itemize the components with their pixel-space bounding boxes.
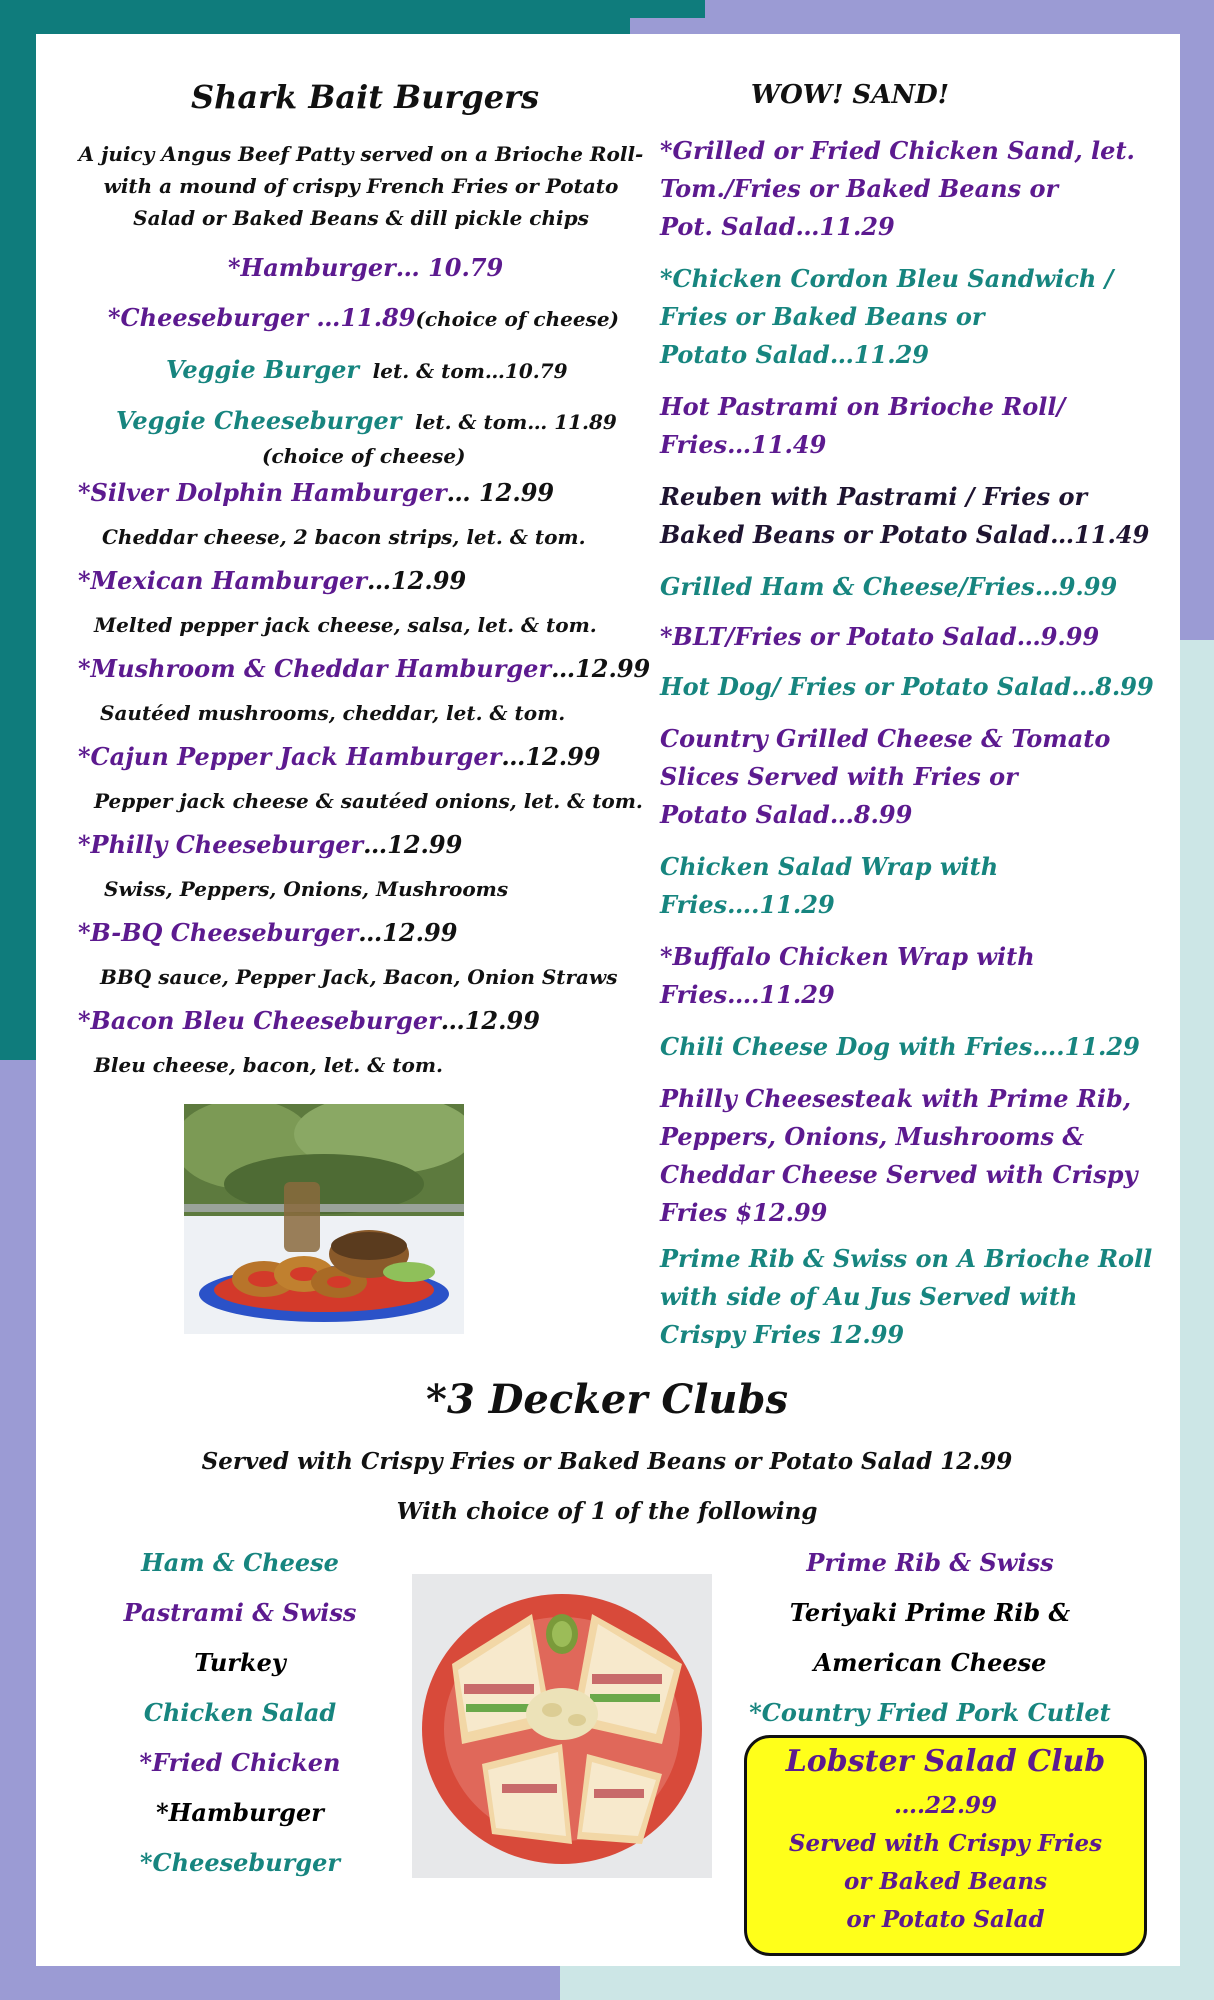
bg-lavender-top-strip [630,18,930,34]
burger-photo-image [184,1104,464,1334]
specialty-burger [78,918,457,947]
cheeseburger-item [108,303,619,332]
sandwich-item: Hot Dog/ Fries or Potato Salad…8.99 [660,672,1154,701]
club-sandwich-photo [412,1574,712,1878]
burger-onion-rings-photo [184,1104,464,1334]
burgers-intro-3: Salad or Baked Beans & dill pickle chips [133,206,589,230]
sandwich-item: *BLT/Fries or Potato Salad…9.99 [660,622,1100,651]
club-option: Ham & Cheese [141,1548,339,1577]
specialty-burger [78,742,601,771]
clubs-subtitle: Served with Crispy Fries or Baked Beans or Potato Salad 12.99 [201,1448,1013,1475]
specialty-burger-desc: Bleu cheese, bacon, let. & tom. [94,1053,443,1077]
club-option: Turkey [194,1648,286,1677]
veggie-cheeseburger-item [116,406,617,435]
specialty-burger-desc: BBQ sauce, Pepper Jack, Bacon, Onion Straws [100,965,618,989]
specialty-burger-desc: Pepper jack cheese & sautéed onions, let. & tom. [94,789,643,813]
club-option: Chicken Salad [143,1698,337,1727]
sandwich-item: Prime Rib & Swiss on A Brioche Roll [660,1244,1153,1273]
burgers-intro-1: A juicy Angus Beef Patty served on a Brioche Roll- [78,142,644,166]
sandwiches-title: WOW! SAND! [750,80,950,110]
specialty-burger-name: *Mushroom & Cheddar Hamburger [78,654,552,683]
veggie-burger-item [166,355,568,384]
sandwich-item: Peppers, Onions, Mushrooms & [660,1122,1085,1151]
club-option: *Fried Chicken [139,1748,341,1777]
specialty-burger-name: *Bacon Bleu Cheeseburger [78,1006,441,1035]
specialty-burger-name: *Philly Cheeseburger [78,830,364,859]
sandwich-item: Country Grilled Cheese & Tomato [660,724,1111,753]
sandwich-item: Fries…11.49 [660,430,827,459]
specialty-burger-price: …12.99 [363,830,463,859]
specialty-burger [78,1006,540,1035]
club-option: Teriyaki Prime Rib & [789,1598,1071,1627]
sandwich-item: Slices Served with Fries or [660,762,1018,791]
specialty-burger-price: …12.99 [551,654,651,683]
lobster-price: ….22.99 [893,1792,998,1819]
sandwich-item: Baked Beans or Potato Salad…11.49 [660,520,1150,549]
cheeseburger-label: *Cheeseburger …11.89 [108,303,416,332]
lobster-line: or Potato Salad [846,1906,1045,1933]
specialty-burger [78,654,650,683]
burgers-intro-2: with a mound of crispy French Fries or Potato [103,174,619,198]
specialty-burger-price: …12.99 [501,742,601,771]
specialty-burger-name: *B-BQ Cheeseburger [78,918,359,947]
veggie-burger-label: Veggie Burger [166,355,360,384]
sandwich-item: Potato Salad…8.99 [660,800,913,829]
specialty-burger [78,566,466,595]
sandwich-item: *Chicken Cordon Bleu Sandwich / [660,264,1114,293]
specialty-burger-desc: Swiss, Peppers, Onions, Mushrooms [104,877,509,901]
lobster-line: or Baked Beans [843,1868,1048,1895]
veggie-cheeseburger-note2: (choice of cheese) [262,444,466,468]
sandwich-item: Fries….11.29 [660,980,835,1009]
sandwich-item: Philly Cheesesteak with Prime Rib, [660,1084,1132,1113]
sandwich-item: Chicken Salad Wrap with [660,852,999,881]
specialty-burger-name: *Cajun Pepper Jack Hamburger [78,742,502,771]
hamburger-item: *Hamburger… 10.79 [228,253,504,282]
burgers-title: Shark Bait Burgers [191,78,539,116]
club-option: *Hamburger [156,1798,324,1827]
specialty-burger [78,478,554,507]
sandwich-item: with side of Au Jus Served with [660,1282,1078,1311]
specialty-burger-price: … 12.99 [446,478,555,507]
sandwich-item: Reuben with Pastrami / Fries or [660,482,1088,511]
sandwich-item: *Grilled or Fried Chicken Sand, let. [660,136,1135,165]
clubs-choice: With choice of 1 of the following [396,1498,818,1525]
veggie-cheeseburger-note: let. & tom… 11.89 [415,410,617,434]
sandwich-item: Fries or Baked Beans or [660,302,985,331]
veggie-cheeseburger-label: Veggie Cheeseburger [116,406,402,435]
specialty-burger-name: *Silver Dolphin Hamburger [78,478,447,507]
club-option: Prime Rib & Swiss [806,1548,1054,1577]
specialty-burger-price: …12.99 [366,566,467,595]
specialty-burger-desc: Melted pepper jack cheese, salsa, let. & tom. [94,613,597,637]
sandwich-item: Cheddar Cheese Served with Crispy [660,1160,1138,1189]
lobster-line: Served with Crispy Fries [788,1830,1103,1857]
club-option: American Cheese [813,1648,1047,1677]
sandwich-item: Hot Pastrami on Brioche Roll/ [660,392,1066,421]
sandwich-item: Crispy Fries 12.99 [660,1320,905,1349]
specialty-burger-price: …12.99 [358,918,458,947]
sandwich-item: Fries….11.29 [660,890,835,919]
clubs-title: *3 Decker Clubs [426,1376,788,1423]
veggie-burger-note: let. & tom…10.79 [372,359,568,383]
club-photo-image [412,1574,712,1878]
specialty-burger [78,830,462,859]
club-option: *Country Fried Pork Cutlet [749,1698,1111,1727]
sandwich-item: Pot. Salad…11.29 [660,212,895,241]
club-option: Pastrami & Swiss [123,1598,357,1627]
sandwich-item: Tom./Fries or Baked Beans or [660,174,1059,203]
specialty-burger-price: …12.99 [440,1006,540,1035]
cheeseburger-note: (choice of cheese) [415,307,620,331]
specialty-burger-name: *Mexican Hamburger [78,566,367,595]
specialty-burger-desc: Cheddar cheese, 2 bacon strips, let. & tom. [102,525,586,549]
sandwich-item: Grilled Ham & Cheese/Fries…9.99 [660,572,1118,601]
sandwich-item: Chili Cheese Dog with Fries….11.29 [660,1032,1140,1061]
sandwich-item: *Buffalo Chicken Wrap with [660,942,1035,971]
club-option: *Cheeseburger [140,1848,340,1877]
sandwich-item: Potato Salad…11.29 [660,340,929,369]
specialty-burger-desc: Sautéed mushrooms, cheddar, let. & tom. [100,701,566,725]
sandwich-item: Fries $12.99 [660,1198,828,1227]
lobster-title: Lobster Salad Club [785,1744,1106,1779]
